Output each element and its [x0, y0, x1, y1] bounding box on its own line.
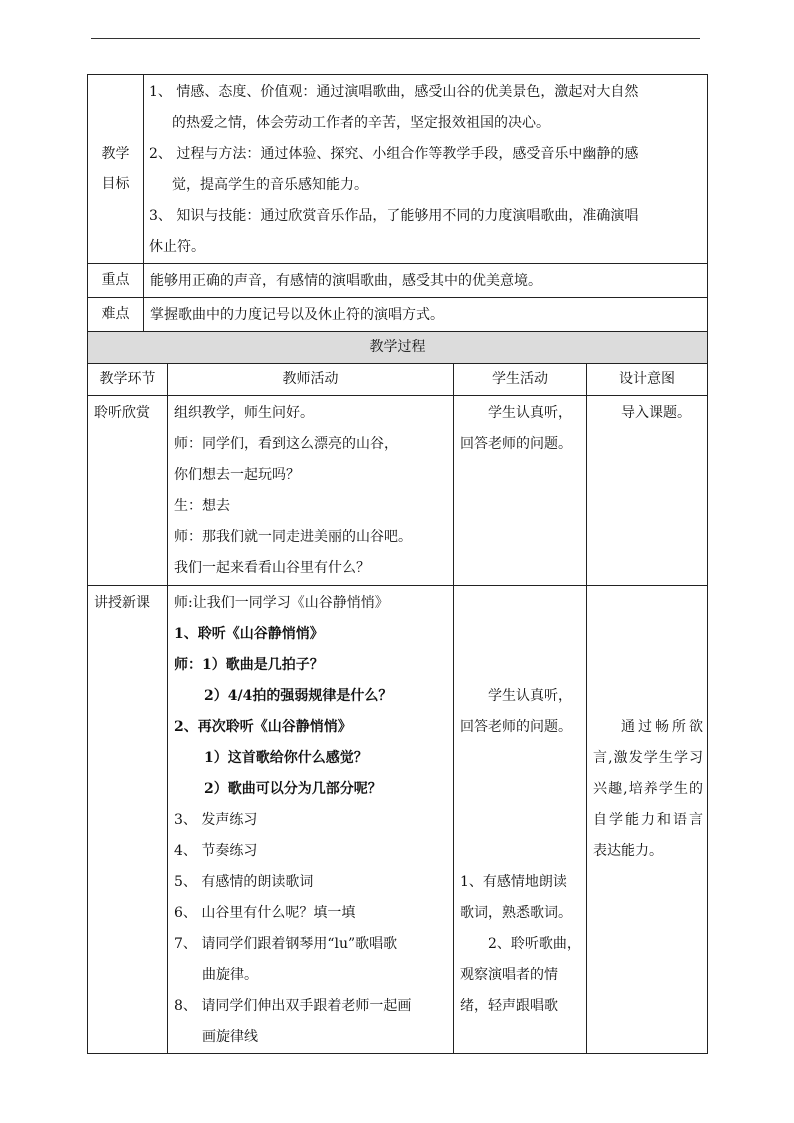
objective-line: 1、 情感、态度、价值观：通过演唱歌曲，感受山谷的优美景色，激起对大自然 [149, 84, 639, 100]
objective-line: 3、 知识与技能：通过欣赏音乐作品，了能够用不同的力度演唱歌曲，准确演唱 [149, 208, 639, 224]
design-intent: 通过畅所欲言,激发学生学习兴趣,培养学生的自学能力和语言表达能力。 [593, 719, 704, 859]
teacher-line: 6、 山谷里有什么呢？填一填 [174, 905, 356, 921]
student-line: 1、有感情地朗读 [460, 874, 567, 890]
teacher-line: 师：同学们，看到这么漂亮的山谷， [174, 436, 398, 452]
teacher-line: 师：那我们就一同走进美丽的山谷吧。 [174, 529, 412, 545]
teacher-line: 7、 请同学们跟着钢琴用“lu”歌唱歌 [174, 936, 398, 952]
teacher-line: 3、 发声练习 [174, 812, 258, 828]
teacher-line: 生：想去 [174, 498, 230, 514]
student-line: 绪，轻声跟唱歌 [460, 998, 558, 1014]
stage-row-new-lesson [88, 586, 708, 1054]
student-activity [454, 586, 587, 1054]
key-point-text: 能够用正确的声音，有感情的演唱歌曲，感受其中的优美意境。 [144, 264, 708, 298]
design-spacer [593, 588, 703, 712]
teacher-line: 师:让我们一同学习《山谷静悄悄》 [174, 595, 389, 611]
difficulty-row [88, 298, 708, 332]
student-line: 歌词，熟悉歌词。 [460, 905, 572, 921]
objectives-content [144, 75, 708, 264]
teacher-activity [168, 586, 454, 1054]
design-intent-cell [587, 586, 708, 1054]
teacher-line: 师：1）歌曲是几拍子？ [174, 657, 324, 673]
teacher-line: 2、再次聆听《山谷静悄悄》 [174, 719, 352, 735]
teacher-line: 曲旋律。 [202, 967, 258, 983]
student-spacer [460, 588, 582, 681]
student-activity-a: 学生认真听，回答老师的问题。 [460, 688, 572, 735]
stage-name: 聆听欣赏 [88, 396, 168, 586]
difficulty-text: 掌握歌曲中的力度记号以及休止符的演唱方式。 [144, 298, 708, 332]
teacher-line: 1）这首歌给你什么感觉？ [204, 750, 368, 766]
lesson-plan-table-wrapper [87, 74, 707, 1054]
key-point-row [88, 264, 708, 298]
student-spacer [460, 743, 582, 867]
teacher-line: 组织教学，师生问好。 [174, 405, 314, 421]
teacher-line: 你们想去一起玩吗？ [174, 467, 300, 483]
student-line: 观察演唱者的情 [460, 967, 558, 983]
objectives-label [88, 75, 144, 264]
objectives-row [88, 75, 708, 264]
lesson-plan-table [87, 74, 708, 1054]
header-student: 学生活动 [454, 364, 587, 396]
key-point-label: 重点 [88, 264, 144, 298]
student-activity: 学生认真听，回答老师的问题。 [454, 396, 587, 586]
difficulty-label: 难点 [88, 298, 144, 332]
header-design: 设计意图 [587, 364, 708, 396]
student-line: 2、聆听歌曲， [488, 936, 581, 952]
header-rule [91, 38, 700, 39]
stage-row-listening [88, 396, 708, 586]
objective-line: 2、 过程与方法：通过体验、探究、小组合作等教学手段，感受音乐中幽静的感 [149, 146, 639, 162]
teacher-line: 5、 有感情的朗读歌词 [174, 874, 314, 890]
stage-name: 讲授新课 [88, 586, 168, 1054]
header-stage: 教学环节 [88, 364, 168, 396]
teacher-line: 1、聆听《山谷静悄悄》 [174, 626, 324, 642]
teacher-line: 4、 节奏练习 [174, 843, 258, 859]
objective-line: 的热爱之情，体会劳动工作者的辛苦，坚定报效祖国的决心。 [172, 115, 550, 131]
design-intent: 导入课题。 [587, 396, 708, 586]
process-title-row [88, 332, 708, 364]
teacher-line: 画旋律线 [202, 1029, 258, 1045]
objective-line: 觉，提高学生的音乐感知能力。 [172, 177, 368, 193]
teacher-line: 2）4/4拍的强弱规律是什么？ [204, 688, 393, 704]
teacher-activity [168, 396, 454, 586]
process-title: 教学过程 [88, 332, 708, 364]
objectives-label-text: 教学目标 [101, 146, 130, 192]
teacher-line: 2）歌曲可以分为几部分呢？ [204, 781, 382, 797]
objective-line: 休止符。 [149, 239, 205, 255]
process-header-row [88, 364, 708, 396]
teacher-line: 8、 请同学们伸出双手跟着老师一起画 [174, 998, 412, 1014]
teacher-line: 我们一起来看看山谷里有什么？ [174, 560, 370, 576]
header-teacher: 教师活动 [168, 364, 454, 396]
